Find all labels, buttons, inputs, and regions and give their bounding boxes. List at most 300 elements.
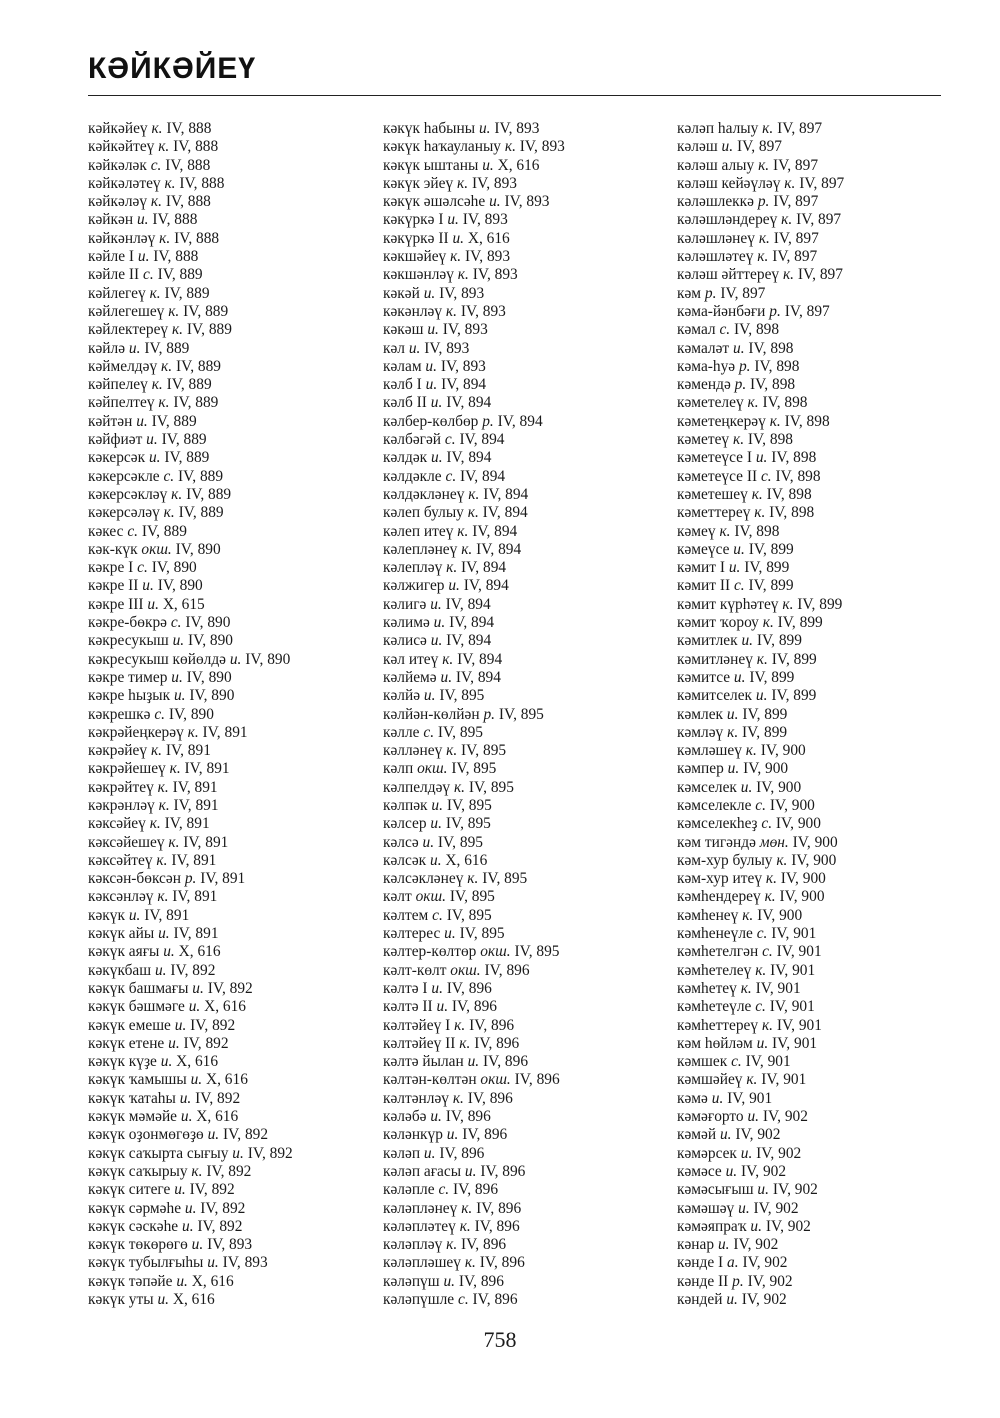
entry-reference: IV, 888 xyxy=(152,211,198,229)
entry-reference: IV, 896 xyxy=(474,1034,520,1052)
entry-pos-abbr: и. xyxy=(173,687,186,705)
entry-reference: IV, 893 xyxy=(442,321,488,339)
index-entry xyxy=(677,962,844,980)
entry-word: кәкрәйеңкерәү xyxy=(88,723,184,741)
index-entry xyxy=(383,852,565,870)
entry-word: кәкүк xyxy=(88,906,125,924)
entry-reference: IV, 891 xyxy=(173,796,219,814)
entry-word: кәмһетелгән xyxy=(677,943,759,961)
entry-pos-abbr: к. xyxy=(784,174,796,192)
index-entry xyxy=(383,303,565,321)
index-entry xyxy=(383,1291,565,1309)
entry-word: кәкүк эйеү xyxy=(383,174,454,192)
entry-word: кәмәй xyxy=(677,1126,717,1144)
index-entry xyxy=(383,1254,565,1272)
entry-word: кәлтем xyxy=(383,906,429,924)
index-entry xyxy=(88,596,293,614)
entry-pos-abbr: мөн. xyxy=(759,833,789,851)
entry-reference: IV, 895 xyxy=(468,778,514,796)
entry-pos-abbr: к. xyxy=(740,979,752,997)
index-entry xyxy=(677,1254,844,1272)
entry-reference: X, 616 xyxy=(204,998,247,1016)
index-entry xyxy=(677,303,844,321)
entry-reference: IV, 889 xyxy=(164,449,210,467)
entry-word: кәлтер-көлтөр xyxy=(383,943,477,961)
entry-word: кәкүк күҙе xyxy=(88,1053,157,1071)
index-entry xyxy=(383,1163,565,1181)
index-entry xyxy=(383,596,565,614)
entry-word: кәмал xyxy=(677,321,716,339)
entry-word: кәлтә II xyxy=(383,998,433,1016)
index-entry xyxy=(88,449,293,467)
entry-word: кәләшләнеү xyxy=(677,229,755,247)
index-entry xyxy=(88,266,293,284)
index-entry xyxy=(88,687,293,705)
index-entry xyxy=(88,669,293,687)
index-entry xyxy=(88,1218,293,1236)
entry-pos-abbr: к. xyxy=(747,394,759,412)
entry-word: кәлсә xyxy=(383,833,419,851)
entry-word: кәмит ҡороу xyxy=(677,614,759,632)
entry-pos-abbr: и. xyxy=(163,943,175,961)
entry-word: кәкүк һабыны xyxy=(383,120,476,137)
entry-pos-abbr: и. xyxy=(430,595,442,613)
entry-pos-abbr: и. xyxy=(747,1108,760,1126)
entry-word: кәкүк етене xyxy=(88,1034,165,1052)
entry-reference: IV, 893 xyxy=(494,120,540,137)
entry-reference: IV, 891 xyxy=(183,833,229,851)
index-entry xyxy=(677,943,844,961)
entry-reference: IV, 890 xyxy=(175,540,221,558)
index-entry xyxy=(677,888,844,906)
index-entry xyxy=(677,394,844,412)
entry-reference: IV, 888 xyxy=(173,138,219,156)
index-entry xyxy=(88,797,293,815)
entry-word: кәметеүсе I xyxy=(677,449,752,467)
entry-pos-abbr: к. xyxy=(149,815,161,833)
entry-reference: IV, 896 xyxy=(474,1217,520,1235)
entry-word: кәйлегеү xyxy=(88,284,146,302)
entry-reference: IV, 894 xyxy=(476,540,522,558)
index-entry xyxy=(677,120,844,138)
entry-word: кәкресукыш көйөлдә xyxy=(88,650,226,668)
entry-reference: IV, 897 xyxy=(772,156,819,174)
entry-word: кәкре III xyxy=(88,595,144,613)
entry-pos-abbr: к. xyxy=(461,540,473,558)
entry-pos-abbr: к. xyxy=(755,961,767,979)
entry-pos-abbr: к. xyxy=(782,266,795,284)
index-entry xyxy=(677,760,844,778)
index-entry xyxy=(88,779,293,797)
entry-word: кәлйән-көлйән xyxy=(383,705,480,723)
entry-pos-abbr: и. xyxy=(408,339,421,357)
entry-pos-abbr: и. xyxy=(182,1217,194,1235)
entry-word: кәлбер-көлбөр xyxy=(383,412,479,430)
entry-word: кәкүркә I xyxy=(383,211,444,229)
entry-pos-abbr: и. xyxy=(425,357,437,375)
entry-pos-abbr: с. xyxy=(719,321,731,339)
entry-word: кәлсәкләнеү xyxy=(383,870,464,888)
entry-word: кәкрәйтеү xyxy=(88,778,154,796)
index-entry xyxy=(88,559,293,577)
index-entry xyxy=(88,413,293,431)
entry-reference: IV, 894 xyxy=(483,485,529,503)
entry-word: кәкүк ситеге xyxy=(88,1181,171,1199)
entry-pos-abbr: к. xyxy=(150,193,162,211)
entry-word: кәйкәнләү xyxy=(88,229,156,247)
entry-reference: X, 616 xyxy=(206,1071,248,1089)
index-entry xyxy=(677,870,844,888)
entry-pos-abbr: с. xyxy=(760,467,772,485)
index-entry xyxy=(677,632,844,650)
entry-word: кәләш алыу xyxy=(677,156,755,174)
index-entry xyxy=(88,230,293,248)
entry-word: кәмитләнеү xyxy=(677,650,753,668)
index-entry xyxy=(383,504,565,522)
entry-pos-abbr: и. xyxy=(180,1108,193,1126)
entry-pos-abbr: к. xyxy=(452,1089,464,1107)
index-entry xyxy=(383,1035,565,1053)
entry-word: кәмеүсе xyxy=(677,540,730,558)
index-entry xyxy=(88,632,293,650)
entry-word: кәйле II xyxy=(88,266,140,284)
entry-pos-abbr: р. xyxy=(483,705,495,723)
entry-word: кәмәсе xyxy=(677,1162,722,1180)
entry-reference: IV, 895 xyxy=(498,705,544,723)
index-entry xyxy=(677,998,844,1016)
entry-word: кәмәяпраҡ xyxy=(677,1217,747,1235)
entry-pos-abbr: и. xyxy=(464,1162,477,1180)
entry-pos-abbr: к. xyxy=(442,650,454,668)
index-entry xyxy=(88,211,293,229)
entry-reference: IV, 898 xyxy=(784,412,830,430)
entry-pos-abbr: р. xyxy=(184,870,197,888)
entry-word: кәлсер xyxy=(383,815,427,833)
entry-word: кәкүк саҡырта сығыу xyxy=(88,1144,229,1162)
index-entry xyxy=(383,577,565,595)
entry-reference: IV, 896 xyxy=(461,1236,507,1254)
entry-reference: IV, 889 xyxy=(166,376,212,394)
index-entry xyxy=(88,614,293,632)
entry-pos-abbr: и. xyxy=(136,412,148,430)
entry-word: кәкүк бәшмәге xyxy=(88,998,185,1016)
index-entry xyxy=(677,504,844,522)
entry-reference: IV, 895 xyxy=(439,687,485,705)
entry-pos-abbr: к. xyxy=(756,650,768,668)
entry-pos-abbr: с. xyxy=(756,925,768,943)
entry-reference: IV, 901 xyxy=(771,925,817,943)
entry-reference: X, 616 xyxy=(191,1272,234,1290)
entry-reference: IV, 900 xyxy=(769,796,815,814)
entry-pos-abbr: с. xyxy=(137,559,148,577)
index-entry xyxy=(88,907,293,925)
entry-word: кәкүк сәскәһе xyxy=(88,1217,179,1235)
entry-word: кәләп ағасы xyxy=(383,1162,462,1180)
entry-word: кәйлегешеү xyxy=(88,302,165,320)
entry-reference: IV, 898 xyxy=(734,522,780,540)
entry-reference: IV, 893 xyxy=(519,138,565,156)
entry-pos-abbr: окш. xyxy=(450,961,481,979)
index-entry xyxy=(677,614,844,632)
entry-pos-abbr: и. xyxy=(725,1162,738,1180)
entry-pos-abbr: к. xyxy=(150,742,162,760)
index-entry xyxy=(677,1126,844,1144)
entry-pos-abbr: р. xyxy=(734,376,747,394)
entry-word: кәмәсығыш xyxy=(677,1181,754,1199)
index-entry xyxy=(383,230,565,248)
entry-reference: IV, 892 xyxy=(197,1217,243,1235)
entry-word: кәл итеү xyxy=(383,650,439,668)
entry-word: кәмәшәү xyxy=(677,1199,735,1217)
entry-reference: IV, 891 xyxy=(172,888,218,906)
entry-word: кәмаләт xyxy=(677,339,730,357)
entry-word: кәкүк һаҡауланыу xyxy=(383,138,502,156)
entry-pos-abbr: к. xyxy=(467,504,479,522)
entry-word: кәмшәйеү xyxy=(677,1071,743,1089)
entry-pos-abbr: и. xyxy=(431,796,443,814)
entry-word: кәксәйешеү xyxy=(88,833,165,851)
index-entry xyxy=(383,157,565,175)
entry-pos-abbr: к. xyxy=(457,522,469,540)
entry-word: кәйкәләү xyxy=(88,193,148,211)
entry-word: кәмһенеү xyxy=(677,906,739,924)
entry-word: кәләпләнеү xyxy=(383,1199,458,1217)
index-entry xyxy=(88,998,293,1016)
entry-pos-abbr: к. xyxy=(163,504,175,522)
entry-word: кәмлек xyxy=(677,705,724,723)
index-entry xyxy=(88,943,293,961)
entry-pos-abbr: и. xyxy=(755,449,768,467)
index-entry xyxy=(383,1053,565,1071)
index-column-3 xyxy=(677,120,844,1309)
index-entry xyxy=(677,193,844,211)
entry-pos-abbr: с. xyxy=(755,796,766,814)
index-entry xyxy=(88,852,293,870)
index-entry xyxy=(383,797,565,815)
entry-pos-abbr: к. xyxy=(782,595,794,613)
header-divider xyxy=(88,95,941,96)
entry-reference: IV, 896 xyxy=(484,961,530,979)
entry-pos-abbr: к. xyxy=(168,833,180,851)
entry-reference: IV, 897 xyxy=(784,302,830,320)
entry-word: кәкерсәләү xyxy=(88,504,160,522)
entry-reference: IV, 900 xyxy=(780,870,826,888)
index-entry xyxy=(383,962,565,980)
entry-reference: IV, 899 xyxy=(744,559,790,577)
entry-reference: IV, 902 xyxy=(762,1108,808,1126)
index-entry xyxy=(88,651,293,669)
entry-reference: IV, 899 xyxy=(777,614,823,632)
entry-reference: IV, 889 xyxy=(186,321,232,339)
index-entry xyxy=(383,321,565,339)
entry-reference: IV, 901 xyxy=(770,961,816,979)
entry-reference: X, 616 xyxy=(497,156,540,174)
index-entry xyxy=(383,376,565,394)
entry-word: кәкре-бөкрә xyxy=(88,614,167,632)
entry-pos-abbr: и. xyxy=(755,687,768,705)
entry-pos-abbr: р. xyxy=(482,412,494,430)
entry-reference: X, 616 xyxy=(172,1291,215,1308)
entry-pos-abbr: и. xyxy=(422,833,435,851)
entry-reference: IV, 891 xyxy=(202,723,248,741)
index-entry xyxy=(88,1126,293,1144)
entry-reference: IV, 894 xyxy=(457,650,503,668)
entry-word: кәләпүш xyxy=(383,1272,440,1290)
entry-word: кәлп xyxy=(383,760,414,778)
entry-word: кәкерсәк xyxy=(88,449,146,467)
entry-pos-abbr: и. xyxy=(756,1034,769,1052)
index-entry xyxy=(677,138,844,156)
index-entry xyxy=(88,394,293,412)
entry-word: кәйкәләтеү xyxy=(88,174,161,192)
entry-word: кәкерсәкләү xyxy=(88,485,168,503)
entry-word: кәкре һыҙык xyxy=(88,687,171,705)
entry-pos-abbr: р. xyxy=(732,1272,744,1290)
entry-reference: IV, 895 xyxy=(437,833,483,851)
index-column-2 xyxy=(383,120,565,1309)
entry-word: кәкүк тәпәйе xyxy=(88,1272,173,1290)
entry-word: кәләпүшле xyxy=(383,1291,455,1308)
entry-pos-abbr: с. xyxy=(143,266,154,284)
entry-word: кәлтә йылан xyxy=(383,1053,464,1071)
entry-pos-abbr: к. xyxy=(745,742,757,760)
entry-reference: IV, 894 xyxy=(482,504,528,522)
entry-reference: IV, 896 xyxy=(514,1071,560,1089)
entry-pos-abbr: и. xyxy=(452,229,464,247)
entry-pos-abbr: к. xyxy=(191,1162,203,1180)
entry-word: кәметтереү xyxy=(677,504,751,522)
entry-pos-abbr: и. xyxy=(711,1089,724,1107)
index-entry xyxy=(383,468,565,486)
entry-reference: IV, 898 xyxy=(771,449,817,467)
entry-pos-abbr: и. xyxy=(232,1144,244,1162)
entry-reference: IV, 898 xyxy=(750,376,796,394)
index-entry xyxy=(677,577,844,595)
index-entry xyxy=(88,706,293,724)
entry-reference: IV, 895 xyxy=(449,888,495,906)
entry-reference: IV, 895 xyxy=(437,723,483,741)
entry-reference: IV, 896 xyxy=(446,979,492,997)
entry-word: кәнар xyxy=(677,1236,715,1254)
index-entry xyxy=(677,285,844,303)
index-entry xyxy=(383,285,565,303)
index-entry xyxy=(88,1200,293,1218)
entry-reference: IV, 892 xyxy=(200,1199,246,1217)
index-entry xyxy=(677,1236,844,1254)
entry-word: кәксән-бөксән xyxy=(88,870,181,888)
entry-reference: IV, 899 xyxy=(756,632,802,650)
entry-word: кәнде I xyxy=(677,1254,724,1272)
entry-pos-abbr: к. xyxy=(746,1071,758,1089)
entry-reference: IV, 894 xyxy=(449,614,495,632)
entry-word: кәлсәк xyxy=(383,851,427,869)
entry-reference: IV, 888 xyxy=(174,229,220,247)
index-entry xyxy=(88,962,293,980)
index-entry xyxy=(88,1163,293,1181)
entry-pos-abbr: и. xyxy=(179,1089,192,1107)
entry-reference: IV, 900 xyxy=(743,760,789,778)
entry-reference: IV, 891 xyxy=(173,925,219,943)
entry-reference: IV, 893 xyxy=(424,339,470,357)
entry-word: кәлпелдәү xyxy=(383,778,451,796)
entry-word: кәмеү xyxy=(677,522,716,540)
index-entry xyxy=(677,1163,844,1181)
entry-reference: IV, 902 xyxy=(747,1272,793,1290)
entry-word: кәйкәләк xyxy=(88,156,147,174)
entry-reference: IV, 889 xyxy=(178,504,224,522)
entry-word: кәйфиәт xyxy=(88,431,143,449)
entry-reference: IV, 895 xyxy=(459,925,505,943)
entry-pos-abbr: к. xyxy=(446,559,458,577)
entry-pos-abbr: и. xyxy=(740,1144,753,1162)
entry-pos-abbr: с. xyxy=(445,467,457,485)
entry-reference: IV, 896 xyxy=(462,1126,508,1144)
index-entry xyxy=(88,358,293,376)
index-entry xyxy=(383,523,565,541)
entry-word: кәлеп итеү xyxy=(383,522,454,540)
entry-word: кәксәйеү xyxy=(88,815,146,833)
entry-reference: IV, 893 xyxy=(439,284,485,302)
entry-word: кәкүк ыштаны xyxy=(383,156,479,174)
entry-word: кәйлә xyxy=(88,339,126,357)
entry-reference: IV, 892 xyxy=(195,1089,241,1107)
entry-reference: IV, 899 xyxy=(748,540,794,558)
entry-word: кәлепләнеү xyxy=(383,540,458,558)
index-entry xyxy=(677,1218,844,1236)
entry-reference: IV, 893 xyxy=(471,174,518,192)
entry-reference: IV, 898 xyxy=(734,321,780,339)
entry-word: кәкүк ҡамышы xyxy=(88,1071,187,1089)
entry-pos-abbr: и. xyxy=(448,577,460,595)
index-entry xyxy=(677,559,844,577)
index-entry xyxy=(677,980,844,998)
entry-word: кәкерсәкле xyxy=(88,467,160,485)
entry-reference: IV, 898 xyxy=(762,394,808,412)
entry-reference: IV, 902 xyxy=(756,1144,802,1162)
entry-word: кәкшәйеү xyxy=(383,248,447,266)
index-entry xyxy=(88,138,293,156)
entry-reference: IV, 901 xyxy=(727,1089,773,1107)
index-entry xyxy=(383,614,565,632)
index-entry xyxy=(677,1090,844,1108)
entry-reference: IV, 897 xyxy=(799,174,845,192)
entry-word: кәкес xyxy=(88,522,124,540)
index-entry xyxy=(88,303,293,321)
index-entry xyxy=(677,742,844,760)
entry-word: кәлдәкле xyxy=(383,467,442,485)
entry-reference: IV, 899 xyxy=(742,705,788,723)
entry-word: кәләшләндереү xyxy=(677,211,778,229)
entry-pos-abbr: и. xyxy=(160,1053,173,1071)
entry-reference: IV, 888 xyxy=(165,193,211,211)
index-entry xyxy=(677,779,844,797)
entry-reference: IV, 899 xyxy=(771,650,817,668)
index-entry xyxy=(677,815,844,833)
entry-word: кәмселекле xyxy=(677,796,752,814)
entry-reference: IV, 894 xyxy=(446,632,492,650)
entry-pos-abbr: и. xyxy=(750,1217,762,1235)
entry-pos-abbr: с. xyxy=(154,705,166,723)
entry-word: кәлйемә xyxy=(383,668,437,686)
entry-pos-abbr: к. xyxy=(157,888,169,906)
entry-word: кәлжигер xyxy=(383,577,445,595)
index-entry xyxy=(88,925,293,943)
entry-word: кәйтән xyxy=(88,412,133,430)
entry-reference: IV, 897 xyxy=(797,266,843,284)
index-entry xyxy=(88,577,293,595)
entry-reference: IV, 897 xyxy=(720,284,766,302)
entry-reference: IV, 889 xyxy=(151,412,197,430)
